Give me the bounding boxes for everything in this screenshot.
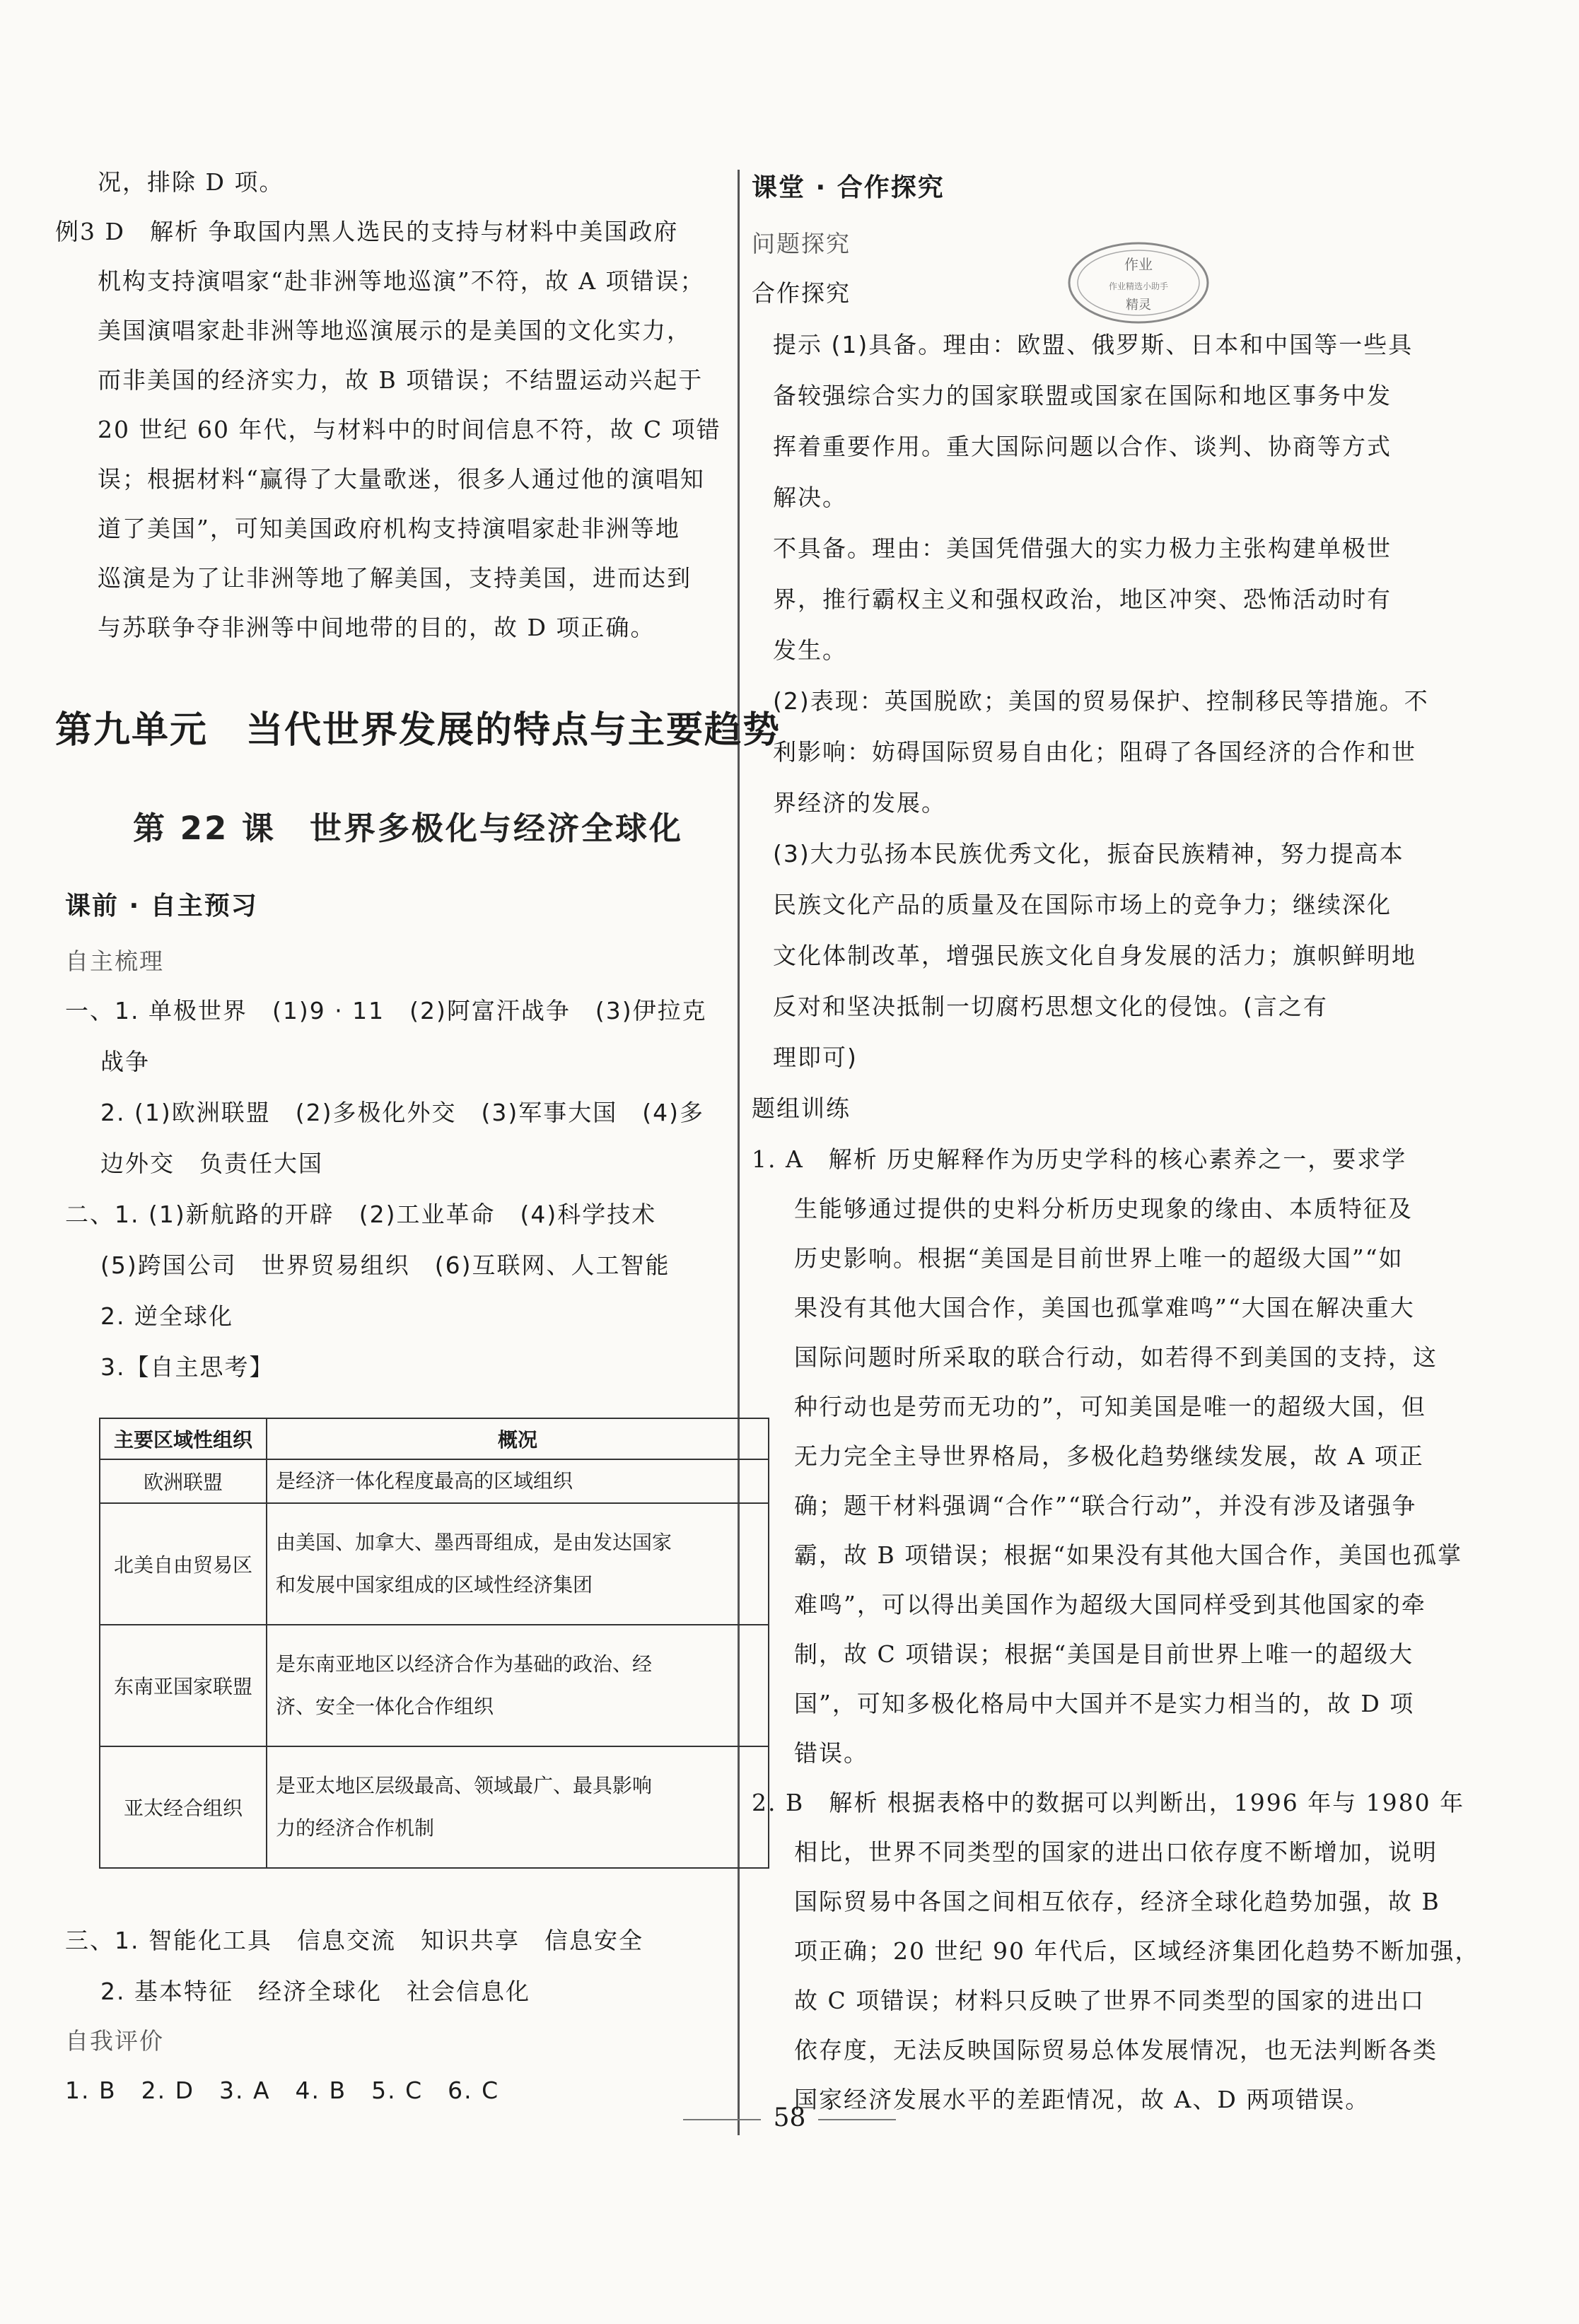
text-line: 反对和坚决抵制一切腐朽思想文化的侵蚀。(言之有 bbox=[773, 993, 1328, 1020]
list-item: 2. (1)欧洲联盟 (2)多极化外交 (3)军事大国 (4)多 bbox=[100, 1099, 704, 1126]
text-line: 依存度，无法反映国际贸易总体发展情况，也无法判断各类 bbox=[794, 2036, 1438, 2064]
subsection-heading: 自主梳理 bbox=[65, 947, 164, 975]
organization-table bbox=[99, 1418, 769, 1869]
text-line: 种行动也是劳而无功的”，可知美国是唯一的超级大国，但 bbox=[794, 1393, 1426, 1420]
text-line: 相比，世界不同类型的国家的进出口依存度不断增加，说明 bbox=[794, 1838, 1438, 1866]
text-line: 解决。 bbox=[773, 484, 847, 511]
text-line: 界，推行霸权主义和强权政治，地区冲突、恐怖活动时有 bbox=[773, 585, 1392, 613]
list-item: 一、1. 单极世界 (1)9 · 11 (2)阿富汗战争 (3)伊拉克 bbox=[65, 997, 707, 1024]
text-line: 机构支持演唱家“赴非洲等地巡演”不符，故 A 项错误； bbox=[98, 267, 705, 295]
footer-rule bbox=[818, 2119, 896, 2120]
answer-key: 1. B 2. D 3. A 4. B 5. C 6. C bbox=[65, 2077, 500, 2104]
section-heading: 课堂 · 合作探究 bbox=[752, 173, 945, 202]
table-cell-text: 是经济一体化程度最高的区域组织 bbox=[276, 1469, 573, 1493]
text-line: 错误。 bbox=[794, 1739, 868, 1767]
subsection-heading: 自我评价 bbox=[65, 2027, 164, 2055]
text-line: 20 世纪 60 年代，与材料中的时间信息不符，故 C 项错 bbox=[98, 416, 721, 443]
table-cell-org: 欧洲联盟 bbox=[100, 1459, 267, 1503]
table-cell-org: 北美自由贸易区 bbox=[100, 1503, 267, 1625]
text-line: 美国演唱家赴非洲等地巡演展示的是美国的文化实力， bbox=[98, 317, 692, 344]
text-line: 2. B 解析 根据表格中的数据可以判断出，1996 年与 1980 年 bbox=[752, 1789, 1465, 1816]
list-item: 边外交 负责任大国 bbox=[100, 1150, 323, 1177]
subsection-heading: 合作探究 bbox=[752, 279, 851, 307]
text-line: 界经济的发展。 bbox=[773, 789, 946, 817]
table-cell-org: 亚太经合组织 bbox=[100, 1746, 267, 1868]
list-item: 2. 逆全球化 bbox=[100, 1302, 233, 1330]
page-footer bbox=[0, 2103, 1579, 2132]
text-line: 1. A 解析 历史解释作为历史学科的核心素养之一，要求学 bbox=[752, 1145, 1407, 1173]
text-line: 挥着重要作用。重大国际问题以合作、谈判、协商等方式 bbox=[773, 433, 1392, 460]
text-line: 无力完全主导世界格局，多极化趋势继续发展，故 A 项正 bbox=[794, 1442, 1424, 1470]
text-line: 备较强综合实力的国家联盟或国家在国际和地区事务中发 bbox=[773, 382, 1392, 409]
list-item: 二、1. (1)新航路的开辟 (2)工业革命 (4)科学技术 bbox=[65, 1201, 657, 1228]
text-line: 霸，故 B 项错误；根据“如果没有其他大国合作，美国也孤掌 bbox=[794, 1541, 1463, 1569]
section-heading: 课前 · 自主预习 bbox=[65, 892, 258, 921]
list-item: 三、1. 智能化工具 信息交流 知识共享 信息安全 bbox=[65, 1927, 643, 1954]
table-header-row bbox=[100, 1418, 769, 1459]
text-line: 利影响：妨碍国际贸易自由化；阻碍了各国经济的合作和世 bbox=[773, 738, 1416, 766]
table-cell-desc bbox=[267, 1503, 769, 1625]
table-row bbox=[100, 1625, 769, 1746]
text-line: 提示 (1)具备。理由：欧盟、俄罗斯、日本和中国等一些具 bbox=[773, 331, 1414, 358]
text-line: 国际问题时所采取的联合行动，如若得不到美国的支持，这 bbox=[794, 1343, 1438, 1371]
text-line: 不具备。理由：美国凭借强大的实力极力主张构建单极世 bbox=[773, 535, 1392, 562]
text-line: 难鸣”，可以得出美国作为超级大国同样受到其他国家的牵 bbox=[794, 1591, 1426, 1618]
table-row bbox=[100, 1459, 769, 1503]
table-row bbox=[100, 1503, 769, 1625]
table-header: 主要区域性组织 bbox=[100, 1418, 267, 1459]
table-cell-text: 是亚太地区层级最高、领域最广、最具影响 bbox=[276, 1774, 653, 1797]
text-line: 而非美国的经济实力，故 B 项错误；不结盟运动兴起于 bbox=[98, 366, 704, 394]
text-line: 确；题干材料强调“合作”“联合行动”，并没有涉及诸强争 bbox=[794, 1492, 1417, 1519]
text-line: 文化体制改革，增强民族文化自身发展的活力；旗帜鲜明地 bbox=[773, 942, 1416, 969]
table-cell-desc bbox=[267, 1746, 769, 1868]
text-line: 故 C 项错误；材料只反映了世界不同类型的国家的进出口 bbox=[794, 1987, 1426, 2014]
table-cell-org: 东南亚国家联盟 bbox=[100, 1625, 267, 1746]
text-line: 国家经济发展水平的差距情况，故 A、D 两项错误。 bbox=[794, 2086, 1370, 2113]
table-cell-text: 力的经济合作机制 bbox=[276, 1816, 435, 1840]
text-line: 国际贸易中各国之间相互依存，经济全球化趋势加强，故 B bbox=[794, 1888, 1440, 1915]
list-item: 战争 bbox=[100, 1048, 150, 1075]
text-line: 发生。 bbox=[773, 636, 847, 664]
text-line: 巡演是为了让非洲等地了解美国，支持美国，进而达到 bbox=[98, 564, 692, 592]
text-line: (2)表现：英国脱欧；美国的贸易保护、控制移民等措施。不 bbox=[773, 687, 1429, 715]
list-item: (5)跨国公司 世界贸易组织 (6)互联网、人工智能 bbox=[100, 1251, 670, 1279]
table-cell-desc bbox=[267, 1625, 769, 1746]
stamp-icon bbox=[1061, 237, 1216, 329]
text-line: 况，排除 D 项。 bbox=[98, 168, 284, 196]
text-line: 制，故 C 项错误；根据“美国是目前世界上唯一的超级大 bbox=[794, 1640, 1414, 1668]
table-header: 概况 bbox=[267, 1418, 769, 1459]
table-cell-text: 济、安全一体化合作组织 bbox=[276, 1695, 494, 1718]
page-number: 58 bbox=[773, 2103, 806, 2132]
text-line: 国”，可知多极化格局中大国并不是实力相当的，故 D 项 bbox=[794, 1690, 1415, 1717]
stamp-text: 作业 bbox=[1124, 256, 1153, 273]
list-item: 2. 基本特征 经济全球化 社会信息化 bbox=[100, 1978, 530, 2005]
text-line: 理即可) bbox=[773, 1044, 858, 1071]
text-line: 民族文化产品的质量及在国际市场上的竞争力；继续深化 bbox=[773, 891, 1392, 918]
subsection-heading: 问题探究 bbox=[752, 230, 851, 257]
table-cell-text: 由美国、加拿大、墨西哥组成，是由发达国家 bbox=[276, 1531, 672, 1554]
text-line: (3)大力弘扬本民族优秀文化，振奋民族精神，努力提高本 bbox=[773, 840, 1404, 868]
table-cell-text: 是东南亚地区以经济合作为基础的政治、经 bbox=[276, 1652, 653, 1676]
unit-title: 第九单元 当代世界发展的特点与主要趋势 bbox=[55, 709, 781, 752]
list-item: 3.【自主思考】 bbox=[100, 1353, 274, 1381]
stamp-text: 精灵 bbox=[1126, 298, 1151, 313]
table-row bbox=[100, 1746, 769, 1868]
text-line: 例3 D 解析 争取国内黑人选民的支持与材料中美国政府 bbox=[55, 218, 679, 245]
footer-rule bbox=[683, 2119, 761, 2120]
stamp-text: 作业精选小助手 bbox=[1108, 281, 1169, 291]
text-line: 历史影响。根据“美国是目前世界上唯一的超级大国”“如 bbox=[794, 1244, 1404, 1272]
text-line: 项正确；20 世纪 90 年代后，区域经济集团化趋势不断加强， bbox=[794, 1937, 1480, 1965]
text-line: 与苏联争夺非洲等中间地带的目的，故 D 项正确。 bbox=[98, 614, 656, 641]
text-line: 道了美国”，可知美国政府机构支持演唱家赴非洲等地 bbox=[98, 515, 680, 542]
text-line: 误；根据材料“赢得了大量歌迷，很多人通过他的演唱知 bbox=[98, 465, 705, 493]
lesson-title: 第 22 课 世界多极化与经济全球化 bbox=[133, 810, 683, 847]
text-line: 果没有其他大国合作，美国也孤掌难鸣”“大国在解决重大 bbox=[794, 1294, 1415, 1321]
text-line: 生能够通过提供的史料分析历史现象的缘由、本质特征及 bbox=[794, 1195, 1413, 1222]
table-cell-desc bbox=[267, 1459, 769, 1503]
table-cell-text: 和发展中国家组成的区域性经济集团 bbox=[276, 1573, 593, 1596]
subsection-heading: 题组训练 bbox=[752, 1094, 851, 1122]
